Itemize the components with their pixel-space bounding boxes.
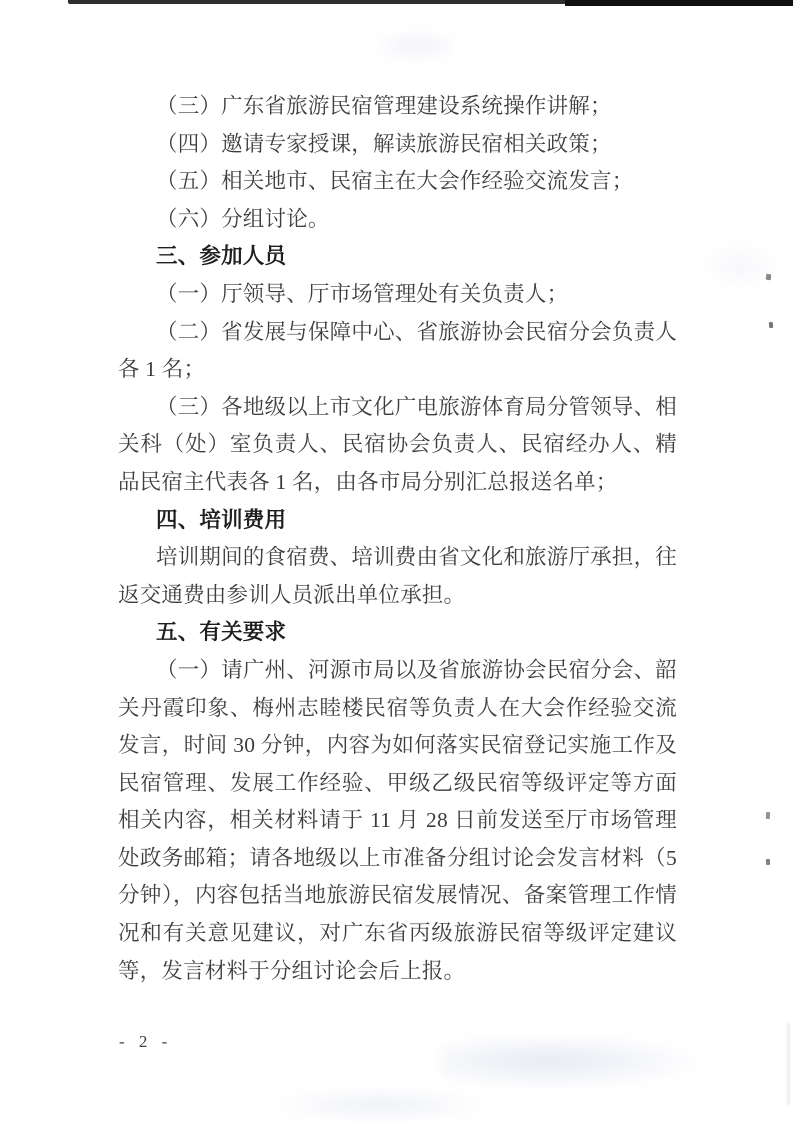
body-paragraph: （五）相关地市、民宿主在大会作经验交流发言； — [156, 169, 634, 194]
scan-smudge — [440, 1038, 710, 1090]
scan-smudge — [270, 1088, 490, 1122]
section-heading: 三、参加人员 — [156, 244, 287, 269]
document-body — [118, 88, 677, 990]
body-paragraph: （一）厅领导、厅市场管理处有关负责人； — [156, 281, 569, 306]
scan-artifact-top-bar — [68, 0, 573, 4]
body-paragraph: （三）广东省旅游民宿管理建设系统操作讲解； — [156, 94, 612, 118]
body-paragraph: （二）省发展与保障中心、省旅游协会民宿分会负责人各 1 名； — [118, 319, 677, 382]
scan-smudge — [372, 30, 462, 62]
section-heading: 五、有关要求 — [156, 620, 287, 645]
scan-speck — [766, 274, 772, 281]
scan-speck — [766, 812, 770, 819]
body-paragraph: （六）分组讨论。 — [156, 206, 330, 231]
body-paragraph: （三）各地级以上市文化广电旅游体育局分管领导、相关科（处）室负责人、民宿协会负责人、民宿经办人、精品民宿主代表各 1 名，由各市局分别汇总报送名单； — [118, 394, 677, 494]
scan-speck — [769, 322, 774, 328]
scan-edge-line — [787, 1023, 790, 1105]
scan-artifact-top-bar-dark — [565, 0, 793, 6]
scan-smudge — [700, 240, 780, 290]
page-number: - 2 - — [119, 1032, 173, 1051]
scan-speck — [766, 859, 770, 865]
body-paragraph: （四）邀请专家授课，解读旅游民宿相关政策； — [156, 131, 612, 156]
section-heading: 四、培训费用 — [156, 507, 287, 532]
body-paragraph: 培训期间的食宿费、培训费由省文化和旅游厅承担，往返交通费由参训人员派出单位承担。 — [118, 545, 677, 607]
body-paragraph: （一）请广州、河源市局以及省旅游协会民宿分会、韶关丹霞印象、梅州志睦楼民宿等负责人在大会作经验交流发言，时间 30 分钟，内容为如何落实民宿登记实施工作及民宿管理、发展工作经验、甲级乙级民宿等级评定等方面相关内容，相关材料请于 11 月 28 日前发送至厅市场管理处政务邮箱；请各地级以上市准备分组讨论会发言材料（5 分钟），内容包括当地旅游民宿发展情况、备案管理工作情况和有关意见建议，对广东省丙级旅游民宿等级评定建议等，发言材料于分组讨论会后上报。 — [118, 657, 677, 983]
